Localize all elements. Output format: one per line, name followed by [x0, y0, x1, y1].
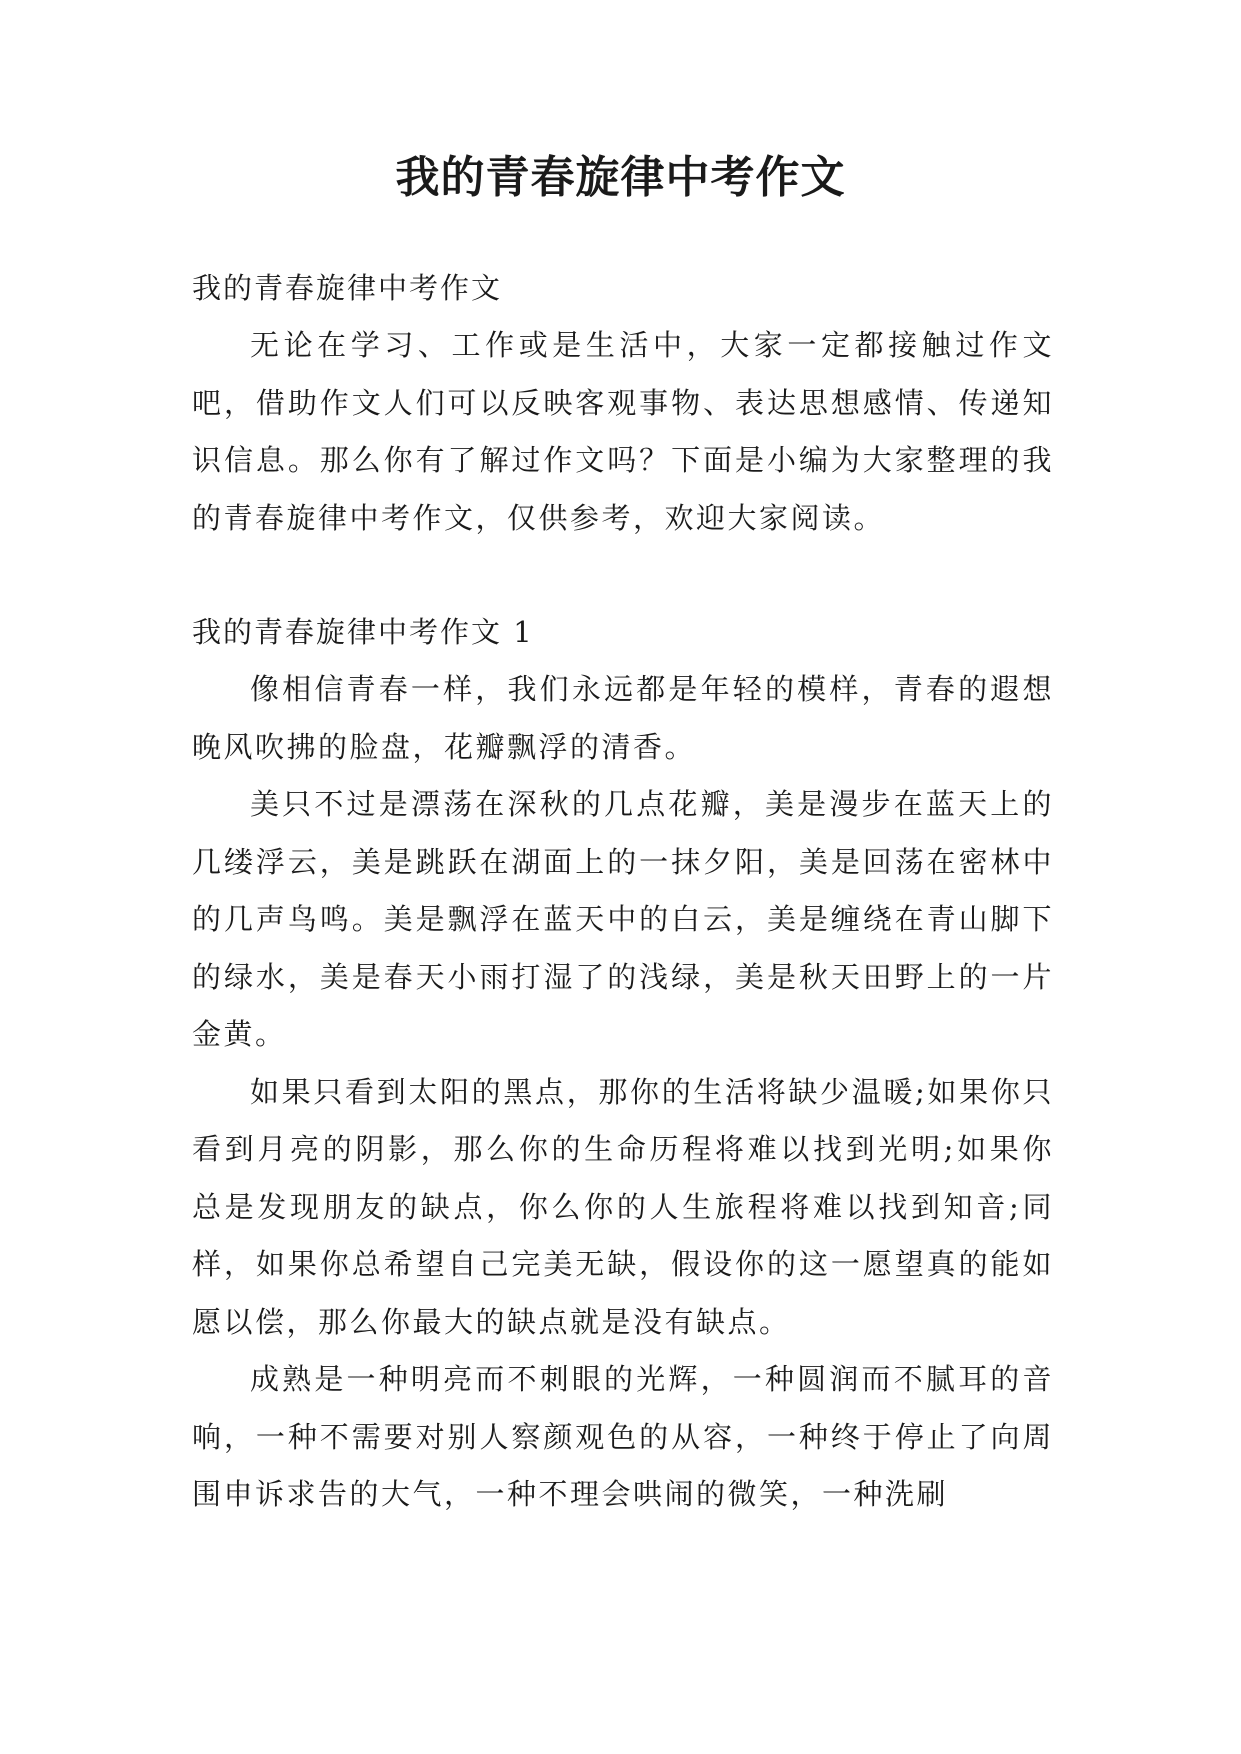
document-body: [192, 260, 1054, 1524]
section1-paragraph-2: 美只不过是漂荡在深秋的几点花瓣，美是漫步在蓝天上的几缕浮云，美是跳跃在湖面上的一抹夕阳，美是回荡在密林中的几声鸟鸣。美是飘浮在蓝天中的白云，美是缠绕在青山脚下的绿水，美是春天小雨打湿了的浅绿，美是秋天田野上的一片金黄。: [192, 787, 1054, 1051]
document-title: 我的青春旋律中考作文: [395, 152, 846, 203]
section-spacer: [192, 547, 1054, 604]
section1-paragraph-3: 如果只看到太阳的黑点，那你的生活将缺少温暖;如果你只看到月亮的阴影，那么你的生命历程将难以找到光明;如果你总是发现朋友的缺点，你么你的人生旅程将难以找到知音;同样，如果你总希望自己完美无缺，假设你的这一愿望真的能如愿以偿，那么你最大的缺点就是没有缺点。: [192, 1074, 1054, 1339]
section1-heading: 我的青春旋律中考作文 1: [192, 615, 534, 649]
section1-paragraph-1: 像相信青春一样，我们永远都是年轻的模样，青春的遐想晚风吹拂的脸盘，花瓣飘浮的清香。: [192, 672, 1054, 764]
intro-heading: 我的青春旋律中考作文: [192, 271, 503, 305]
intro-paragraph: 无论在学习、工作或是生活中，大家一定都接触过作文吧，借助作文人们可以反映客观事物、表达思想感情、传递知识信息。那么你有了解过作文吗？下面是小编为大家整理的我的青春旋律中考作文，仅供参考，欢迎大家阅读。: [192, 328, 1054, 535]
section1-paragraph-4: 成熟是一种明亮而不刺眼的光辉，一种圆润而不腻耳的音响，一种不需要对别人察颜观色的从容，一种终于停止了向周围申诉求告的大气，一种不理会哄闹的微笑，一种洗刷: [192, 1362, 1054, 1511]
